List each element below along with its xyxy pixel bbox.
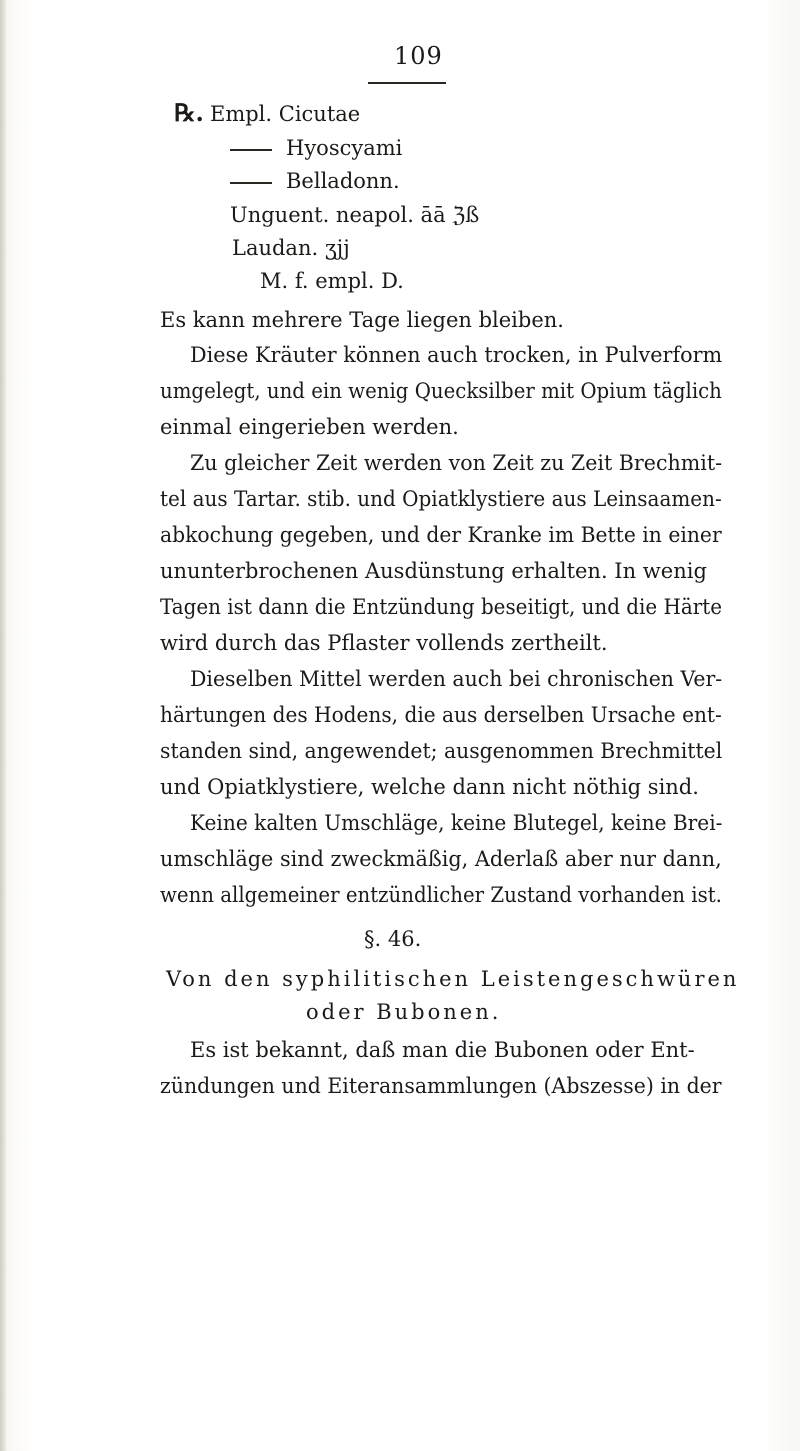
page-edge-shadow: [0, 0, 6, 1451]
text-line: Zu gleicher Zeit werden von Zeit zu Zeit Brechmit-: [190, 451, 723, 475]
prescription-line: Belladonn.: [230, 171, 400, 192]
text-line: Diese Kräuter können auch trocken, in Pulverform: [190, 343, 723, 367]
prescription-line: Empl. Cicutae: [210, 102, 361, 126]
prescription-line: Unguent. neapol. āā ℨß: [230, 203, 480, 227]
section-title: oder Bubonen.: [306, 1000, 502, 1024]
page-number: 109: [394, 42, 443, 70]
text-line: standen sind, angewendet; ausgenommen Brechmittel: [160, 739, 723, 763]
text-line: wird durch das Pflaster vollends zertheilt.: [160, 631, 608, 655]
text-line: einmal eingerieben werden.: [160, 415, 459, 439]
text-line: härtungen des Hodens, die aus derselben Ursache ent-: [160, 703, 722, 727]
section-title: Von den syphilitischen Leistengeschwüren: [166, 967, 740, 991]
text-line: Dieselben Mittel werden auch bei chronischen Ver-: [190, 667, 723, 691]
text-line: Tagen ist dann die Entzündung beseitigt, und die Härte: [160, 595, 723, 619]
prescription-line: Hyoscyami: [230, 138, 402, 159]
text-line: Keine kalten Umschläge, keine Blutegel, keine Brei-: [190, 811, 723, 835]
section-number: §. 46.: [364, 927, 422, 951]
recipe-symbol: ℞.: [174, 98, 204, 127]
ditto-dash: [230, 182, 272, 184]
text-line: abkochung gegeben, und der Kranke im Bette in einer: [160, 523, 722, 547]
text-line: zündungen und Eiteransammlungen (Abszesse) in der: [160, 1074, 722, 1098]
ditto-dash: [230, 149, 272, 151]
prescription-line: Laudan. ʒjj: [232, 236, 350, 260]
text-line: Es ist bekannt, daß man die Bubonen oder Ent-: [190, 1038, 695, 1062]
text-line: tel aus Tartar. stib. und Opiatklystiere aus Leinsaamen-: [160, 487, 722, 511]
prescription-line: M. f. empl. D.: [260, 269, 404, 293]
page-number-underline: [368, 82, 446, 84]
text-line: und Opiatklystiere, welche dann nicht nöthig sind.: [160, 775, 699, 799]
text-line: umgelegt, und ein wenig Quecksilber mit Opium täglich: [160, 379, 722, 403]
text-line: Es kann mehrere Tage liegen bleiben.: [160, 308, 564, 332]
text-line: ununterbrochenen Ausdünstung erhalten. In wenig: [160, 559, 707, 583]
text-line: umschläge sind zweckmäßig, Aderlaß aber nur dann,: [160, 847, 722, 871]
text-line: wenn allgemeiner entzündlicher Zustand vorhanden ist.: [160, 883, 722, 907]
